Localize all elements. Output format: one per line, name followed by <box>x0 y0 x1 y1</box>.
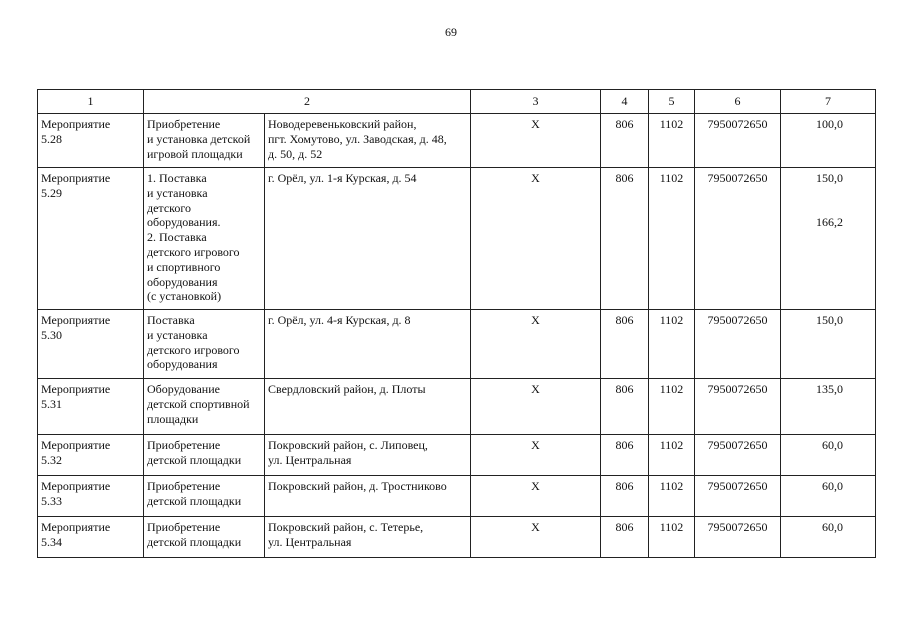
col7-cell: 150,0 <box>781 310 876 379</box>
col3-cell: Х <box>471 168 601 310</box>
col4-cell: 806 <box>601 310 649 379</box>
col4-cell: 806 <box>601 476 649 517</box>
amount-second: 166,2 <box>816 214 843 229</box>
table-row <box>38 476 876 517</box>
col3-cell: Х <box>471 379 601 435</box>
address-cell: Покровский район, д. Тростниково <box>265 476 471 517</box>
table-row <box>38 168 876 310</box>
col3-cell: Х <box>471 435 601 476</box>
col4-cell: 806 <box>601 168 649 310</box>
activity-cell: Мероприятие 5.30 <box>38 310 144 379</box>
name-cell: 1. Поставка и установка детского оборудования. 2. Поставка детского игрового и спортивного оборудования (с установкой) <box>144 168 265 310</box>
col6-cell: 7950072650 <box>695 379 781 435</box>
budget-table <box>37 89 876 558</box>
col5-cell: 1102 <box>649 517 695 558</box>
name-cell: Приобретение детской площадки <box>144 517 265 558</box>
table-row <box>38 310 876 379</box>
amount-spacer <box>784 186 843 215</box>
header-col-1: 1 <box>38 90 144 114</box>
col4-cell: 806 <box>601 435 649 476</box>
name-cell: Приобретение и установка детской игровой площадки <box>144 114 265 168</box>
col7-cell: 135,0 <box>781 379 876 435</box>
col4-cell: 806 <box>601 517 649 558</box>
table-row <box>38 379 876 435</box>
header-col-5: 5 <box>649 90 695 114</box>
table-row <box>38 517 876 558</box>
table-row <box>38 435 876 476</box>
activity-cell: Мероприятие 5.33 <box>38 476 144 517</box>
col6-cell: 7950072650 <box>695 517 781 558</box>
address-cell: г. Орёл, ул. 4-я Курская, д. 8 <box>265 310 471 379</box>
col5-cell: 1102 <box>649 168 695 310</box>
header-col-3: 3 <box>471 90 601 114</box>
header-col-4: 4 <box>601 90 649 114</box>
header-col-7: 7 <box>781 90 876 114</box>
name-cell: Оборудование детской спортивной площадки <box>144 379 265 435</box>
col6-cell: 7950072650 <box>695 435 781 476</box>
address-cell: Новодеревеньковский район, пгт. Хомутово, ул. Заводская, д. 48, д. 50, д. 52 <box>265 114 471 168</box>
col6-cell: 7950072650 <box>695 168 781 310</box>
col6-cell: 7950072650 <box>695 476 781 517</box>
address-cell: Покровский район, с. Тетерье, ул. Центральная <box>265 517 471 558</box>
col6-cell: 7950072650 <box>695 114 781 168</box>
activity-cell: Мероприятие 5.31 <box>38 379 144 435</box>
address-cell: Покровский район, с. Липовец, ул. Центральная <box>265 435 471 476</box>
activity-cell: Мероприятие 5.29 <box>38 168 144 310</box>
col3-cell: Х <box>471 517 601 558</box>
col7-cell: 100,0 <box>781 114 876 168</box>
amount-first: 150,0 <box>816 171 843 185</box>
activity-cell: Мероприятие 5.34 <box>38 517 144 558</box>
table-row <box>38 114 876 168</box>
col5-cell: 1102 <box>649 476 695 517</box>
activity-cell: Мероприятие 5.28 <box>38 114 144 168</box>
col3-cell: Х <box>471 310 601 379</box>
col5-cell: 1102 <box>649 114 695 168</box>
page-number: 69 <box>445 25 457 39</box>
col7-cell: 60,0 <box>781 435 876 476</box>
col7-cell <box>781 168 876 310</box>
col3-cell: Х <box>471 476 601 517</box>
name-cell: Приобретение детской площадки <box>144 435 265 476</box>
name-cell: Приобретение детской площадки <box>144 476 265 517</box>
col5-cell: 1102 <box>649 379 695 435</box>
header-col-6: 6 <box>695 90 781 114</box>
col6-cell: 7950072650 <box>695 310 781 379</box>
col4-cell: 806 <box>601 379 649 435</box>
col5-cell: 1102 <box>649 310 695 379</box>
col3-cell: Х <box>471 114 601 168</box>
activity-cell: Мероприятие 5.32 <box>38 435 144 476</box>
header-col-2: 2 <box>144 90 471 114</box>
address-cell: Свердловский район, д. Плоты <box>265 379 471 435</box>
col4-cell: 806 <box>601 114 649 168</box>
col5-cell: 1102 <box>649 435 695 476</box>
address-cell: г. Орёл, ул. 1-я Курская, д. 54 <box>265 168 471 310</box>
col7-cell: 60,0 <box>781 476 876 517</box>
table-header-row <box>38 90 876 114</box>
name-cell: Поставка и установка детского игрового оборудования <box>144 310 265 379</box>
col7-cell: 60,0 <box>781 517 876 558</box>
